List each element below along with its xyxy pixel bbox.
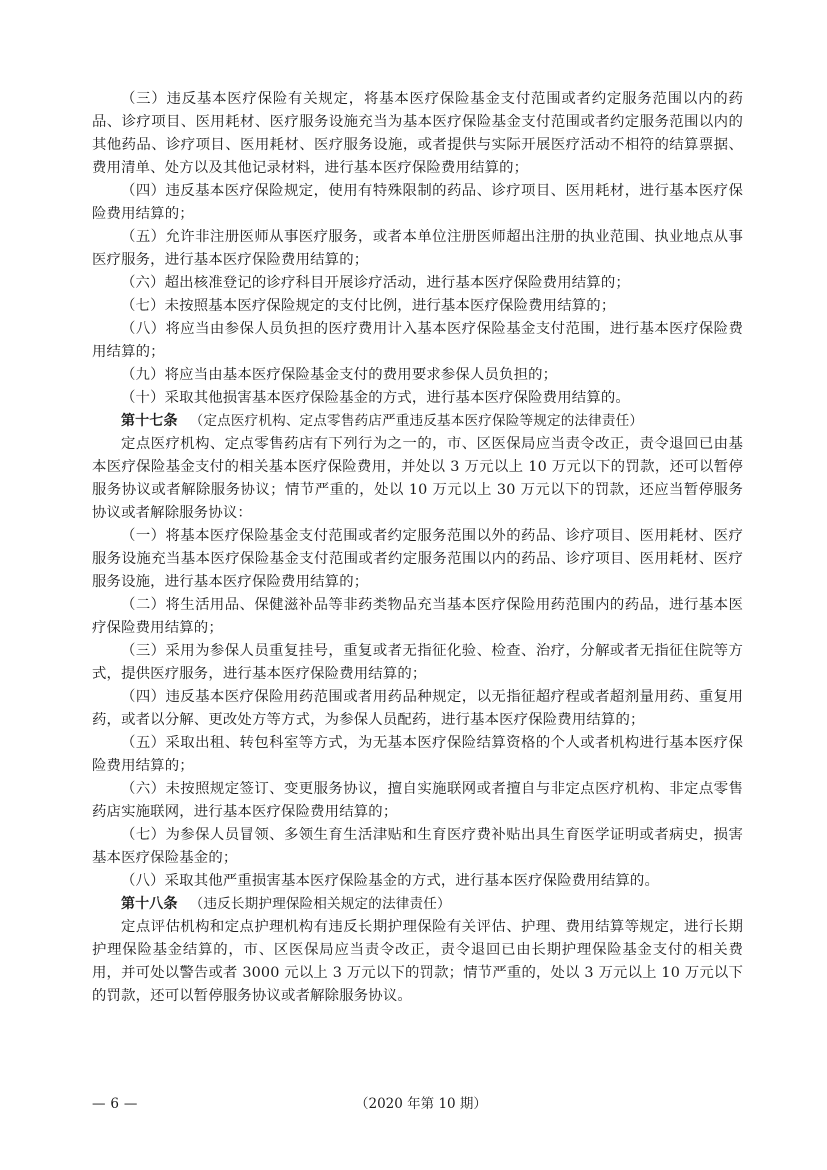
list-item: （四）违反基本医疗保险规定，使用有特殊限制的药品、诊疗项目、医用耗材，进行基本医疗保险费用结算的；: [92, 183, 743, 222]
list-item: （一）将基本医疗保险基金支付范围或者约定服务范围以外的药品、诊疗项目、医用耗材、医疗服务设施充当基本医疗保险基金支付范围或者约定服务范围以内的药品、诊疗项目、医用耗材、医疗服务设施，进行基本医疗保险费用结算的；: [92, 528, 743, 590]
document-body: [92, 88, 743, 1008]
list-item: （七）为参保人员冒领、多领生育生活津贴和生育医疗费补贴出具生育医学证明或者病史，损害基本医疗保险基金的；: [92, 827, 743, 866]
page-footer: [92, 1092, 743, 1116]
list-item: （八）将应当由参保人员负担的医疗费用计入基本医疗保险基金支付范围，进行基本医疗保险费用结算的；: [92, 321, 743, 360]
list-item: （四）违反基本医疗保险用药范围或者用药品种规定，以无指征超疗程或者超剂量用药、重复用药，或者以分解、更改处方等方式，为参保人员配药，进行基本医疗保险费用结算的；: [92, 689, 743, 728]
page-number: — 6 —: [92, 1096, 138, 1112]
paragraph: 定点医疗机构、定点零售药店有下列行为之一的，市、区医保局应当责令改正，责令退回已由基本医疗保险基金支付的相关基本医疗保险费用，并处以 3 万元以上 10 万元以下的罚款，还可以暂停服务协议或者解除服务协议；情节严重的，处以 10 万元以上 30 万元以下的罚款，还应当暂停服务协议或者解除服务协议：: [92, 436, 743, 521]
article-heading: [92, 410, 743, 433]
list-item: （九）将应当由基本医疗保险基金支付的费用要求参保人员负担的；: [121, 367, 558, 383]
list-item: （八）采取其他严重损害基本医疗保险基金的方式，进行基本医疗保险费用结算的。: [121, 873, 660, 889]
list-item: （三）违反基本医疗保险有关规定，将基本医疗保险基金支付范围或者约定服务范围以内的药品、诊疗项目、医用耗材、医疗服务设施充当为基本医疗保险基金支付范围或者约定服务范围以内的其他药品、诊疗项目、医用耗材、医疗服务设施，或者提供与实际开展医疗活动不相符的结算票据、费用清单、处方以及其他记录材料，进行基本医疗保险费用结算的；: [92, 91, 743, 176]
list-item: （六）未按照规定签订、变更服务协议，擅自实施联网或者擅自与非定点医疗机构、非定点零售药店实施联网，进行基本医疗保险费用结算的；: [92, 781, 743, 820]
list-item: （六）超出核准登记的诊疗科目开展诊疗活动，进行基本医疗保险费用结算的；: [121, 275, 630, 291]
list-item: （五）允许非注册医师从事医疗服务，或者本单位注册医师超出注册的执业范围、执业地点从事医疗服务，进行基本医疗保险费用结算的；: [92, 229, 743, 268]
issue-label: （2020 年第 10 期）: [355, 1096, 487, 1112]
list-item: （三）采用为参保人员重复挂号，重复或者无指征化验、检查、治疗，分解或者无指征住院等方式，提供医疗服务，进行基本医疗保险费用结算的；: [92, 643, 743, 682]
list-item: （七）未按照基本医疗保险规定的支付比例，进行基本医疗保险费用结算的；: [121, 298, 616, 314]
article-heading: [92, 893, 743, 916]
article-title: （定点医疗机构、定点零售药店严重违反基本医疗保险等规定的法律责任）: [189, 413, 644, 429]
article-number: 第十八条: [121, 896, 178, 912]
paragraph: 定点评估机构和定点护理机构有违反长期护理保险有关评估、护理、费用结算等规定，进行长期护理保险基金结算的，市、区医保局应当责令改正，责令退回已由长期护理保险基金支付的相关费用，并可处以警告或者 3000 元以上 3 万元以下的罚款；情节严重的，处以 3 万元以上 10 万元以下的罚款，还可以暂停服务协议或者解除服务协议。: [92, 919, 743, 1004]
list-item: （五）采取出租、转包科室等方式，为无基本医疗保险结算资格的个人或者机构进行基本医疗保险费用结算的；: [92, 735, 743, 774]
article-number: 第十七条: [121, 413, 178, 429]
list-item: （十）采取其他损害基本医疗保险基金的方式，进行基本医疗保险费用结算的。: [121, 390, 630, 406]
list-item: （二）将生活用品、保健滋补品等非药类物品充当基本医疗保险用药范围内的药品，进行基本医疗保险费用结算的；: [92, 597, 743, 636]
article-title: （违反长期护理保险相关规定的法律责任）: [189, 896, 451, 912]
